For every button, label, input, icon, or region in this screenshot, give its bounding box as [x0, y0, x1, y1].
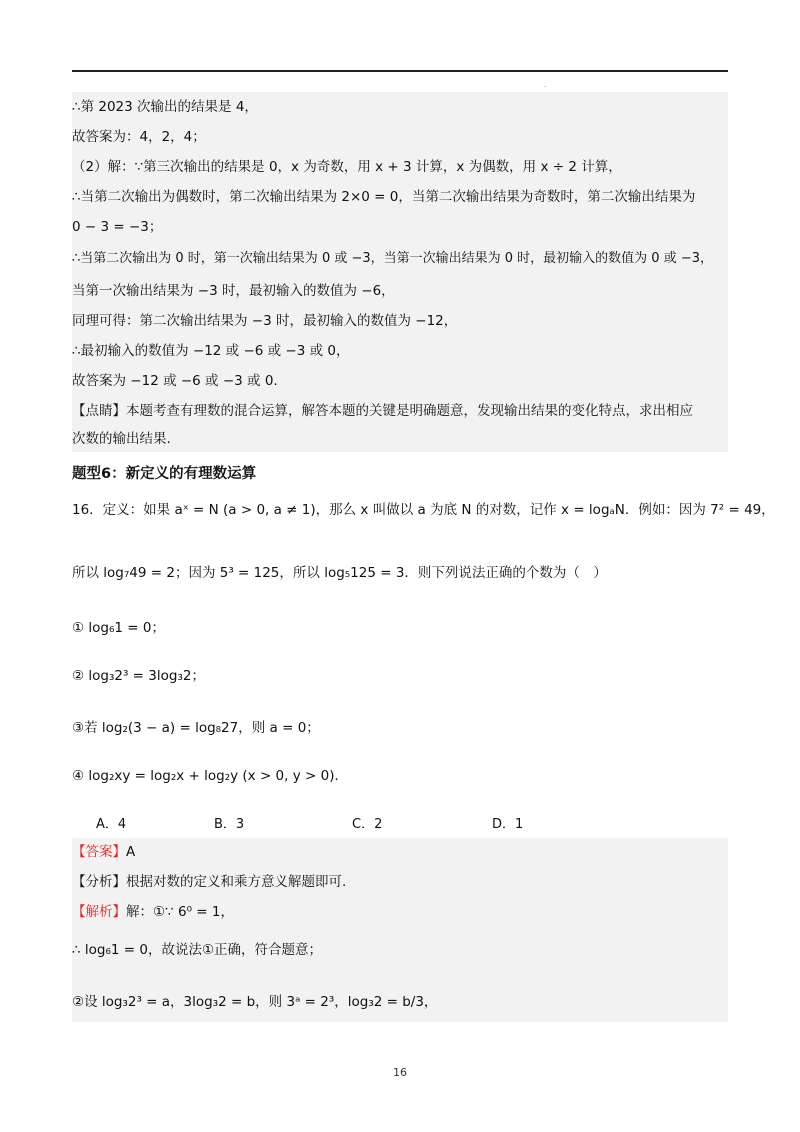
solution-line: ∴当第二次输出为偶数时，第二次输出结果为 2×0 = 0，当第二次输出结果为奇数时，第二次输出结果为 — [72, 189, 696, 205]
question-line: 16．定义：如果 aˣ = N (a > 0, a ≠ 1)，那么 x 叫做以 a 为底 N 的对数，记作 x = logₐN．例如：因为 7² = 49， — [72, 502, 775, 518]
statement-2: ② log₃2³ = 3log₃2； — [72, 668, 205, 684]
solution-text: 解：①∵ 6⁰ = 1， — [126, 904, 234, 920]
header-dot: . — [544, 80, 547, 89]
option-b: B．3 — [214, 817, 245, 832]
answer-tag: 【答案】 — [72, 844, 126, 860]
analysis-tag: 【分析】 — [72, 874, 126, 890]
answer-line — [72, 842, 135, 862]
page-number: 16 — [393, 1066, 407, 1079]
solution-line: ∴第 2023 次输出的结果是 4， — [72, 99, 258, 115]
solution-line: ∴最初输入的数值为 −12 或 −6 或 −3 或 0， — [72, 343, 350, 359]
solution-line: ∴当第二次输出为 0 时，第一次输出结果为 0 或 −3，当第一次输出结果为 0 时，最初输入的数值为 0 或 −3， — [72, 251, 714, 266]
comment-text: 本题考查有理数的混合运算，解答本题的关键是明确题意，发现输出结果的变化特点，求出相应 — [126, 403, 693, 419]
statement-4: ④ log₂xy = log₂x + log₂y (x > 0, y > 0)． — [72, 768, 348, 784]
comment-line — [72, 401, 693, 421]
solution-line: 故答案为 −12 或 −6 或 −3 或 0. — [72, 373, 278, 389]
solution-line: 同理可得：第二次输出结果为 −3 时，最初输入的数值为 −12， — [72, 313, 458, 329]
answer-value: A — [126, 844, 136, 860]
header-rule — [72, 70, 728, 72]
option-c: C．2 — [352, 817, 383, 832]
solution-tag: 【解析】 — [72, 904, 126, 920]
statement-1: ① log₆1 = 0； — [72, 620, 165, 636]
section-title: 题型6：新定义的有理数运算 — [72, 466, 257, 482]
question-line: 所以 log₇49 = 2；因为 5³ = 125，所以 log₅125 = 3．则下列说法正确的个数为（ ） — [72, 565, 607, 581]
solution-line: 0 − 3 = −3； — [72, 219, 163, 235]
solution-line: （2）解：∵第三次输出的结果是 0，x 为奇数，用 x + 3 计算，x 为偶数，用 x ÷ 2 计算， — [72, 159, 622, 175]
comment-line: 次数的输出结果. — [72, 431, 171, 447]
analysis-line — [72, 872, 346, 892]
solution-line: ②设 log₃2³ = a，3log₃2 = b，则 3ᵃ = 2³，log₃2 = b/3， — [72, 994, 438, 1010]
solution-line: 故答案为：4，2，4； — [72, 129, 206, 145]
solution-line: ∴ log₆1 = 0，故说法①正确，符合题意； — [72, 942, 323, 958]
option-a: A．4 — [96, 817, 127, 832]
statement-3: ③若 log₂(3 − a) = log₈27，则 a = 0； — [72, 720, 320, 736]
solution-line: 当第一次输出结果为 −3 时，最初输入的数值为 −6， — [72, 283, 395, 299]
solution-line — [72, 902, 234, 922]
analysis-text: 根据对数的定义和乘方意义解题即可. — [126, 874, 347, 890]
option-d: D．1 — [492, 817, 524, 832]
comment-tag: 【点睛】 — [72, 403, 126, 419]
